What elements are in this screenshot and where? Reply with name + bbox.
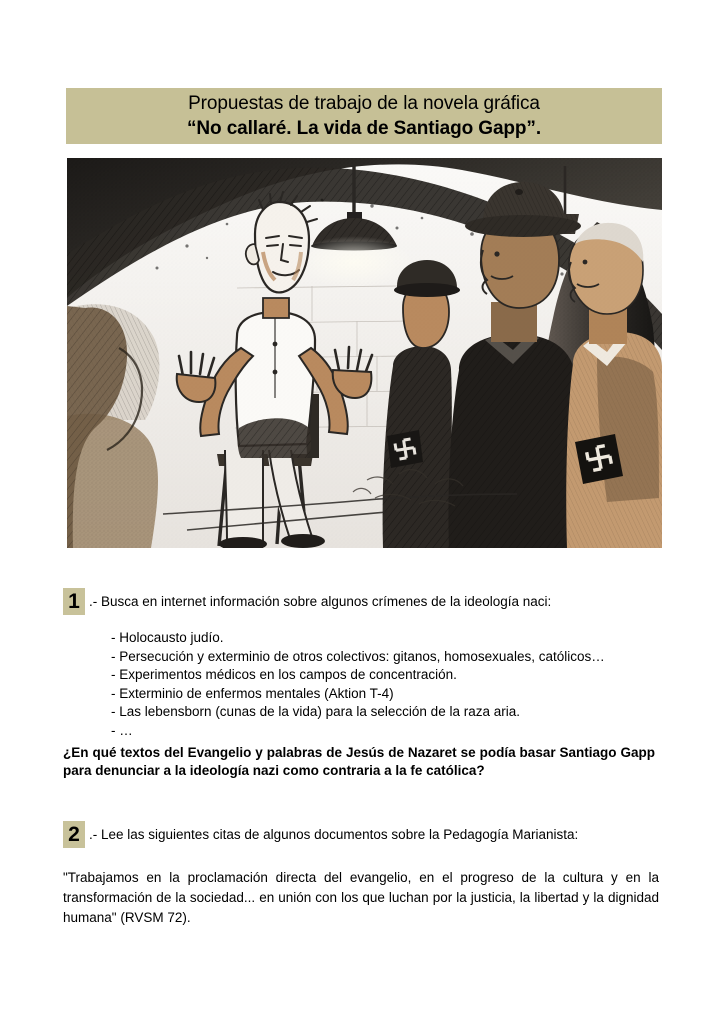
section-2-heading-text: .- Lee las siguientes citas de algunos documentos sobre la Pedagogía Marianista:: [89, 826, 579, 842]
graphic-novel-illustration: [67, 158, 662, 548]
section-2-quote: "Trabajamos en la proclamación directa del evangelio, en el progreso de la cultura y en la transformación de la sociedad... en unión con los que luchan por la justicia, la libertad y la dignidad humana" (RVSM 72).: [63, 869, 659, 925]
list-item: - Experimentos médicos en los campos de concentración.: [111, 667, 457, 683]
section-1-heading: [63, 588, 663, 615]
illustration-artwork: [67, 158, 662, 548]
section-1-heading-text: .- Busca en internet información sobre algunos crímenes de la ideología naci:: [89, 594, 552, 609]
list-item: - Persecución y exterminio de otros colectivos: gitanos, homosexuales, católicos…: [111, 648, 605, 664]
list-item: - Exterminio de enfermos mentales (Aktion T-4): [111, 685, 394, 701]
section-1-bullet-list: [63, 629, 663, 741]
section-2: [63, 821, 663, 928]
title-line-secondary: “No callaré. La vida de Santiago Gapp”.: [186, 118, 542, 139]
section-1-question: ¿En qué textos del Evangelio y palabras de Jesús de Nazaret se podía basar Santiago Gapp para denunciar a la ideología nazi como contraria a la fe católica?: [63, 744, 655, 779]
section-1-number-badge: 1: [63, 588, 85, 615]
section-2-number-badge: 2: [63, 821, 85, 848]
list-item: - Holocausto judío.: [111, 630, 224, 645]
section-1: [63, 588, 663, 781]
section-2-heading: [63, 821, 663, 848]
list-item: - Las lebensborn (cunas de la vida) para la selección de la raza aria.: [111, 704, 520, 720]
document-body: [63, 588, 663, 928]
list-item: - …: [111, 722, 133, 738]
document-title-band: [66, 88, 662, 144]
title-line-primary: Propuestas de trabajo de la novela gráfica: [188, 93, 540, 114]
